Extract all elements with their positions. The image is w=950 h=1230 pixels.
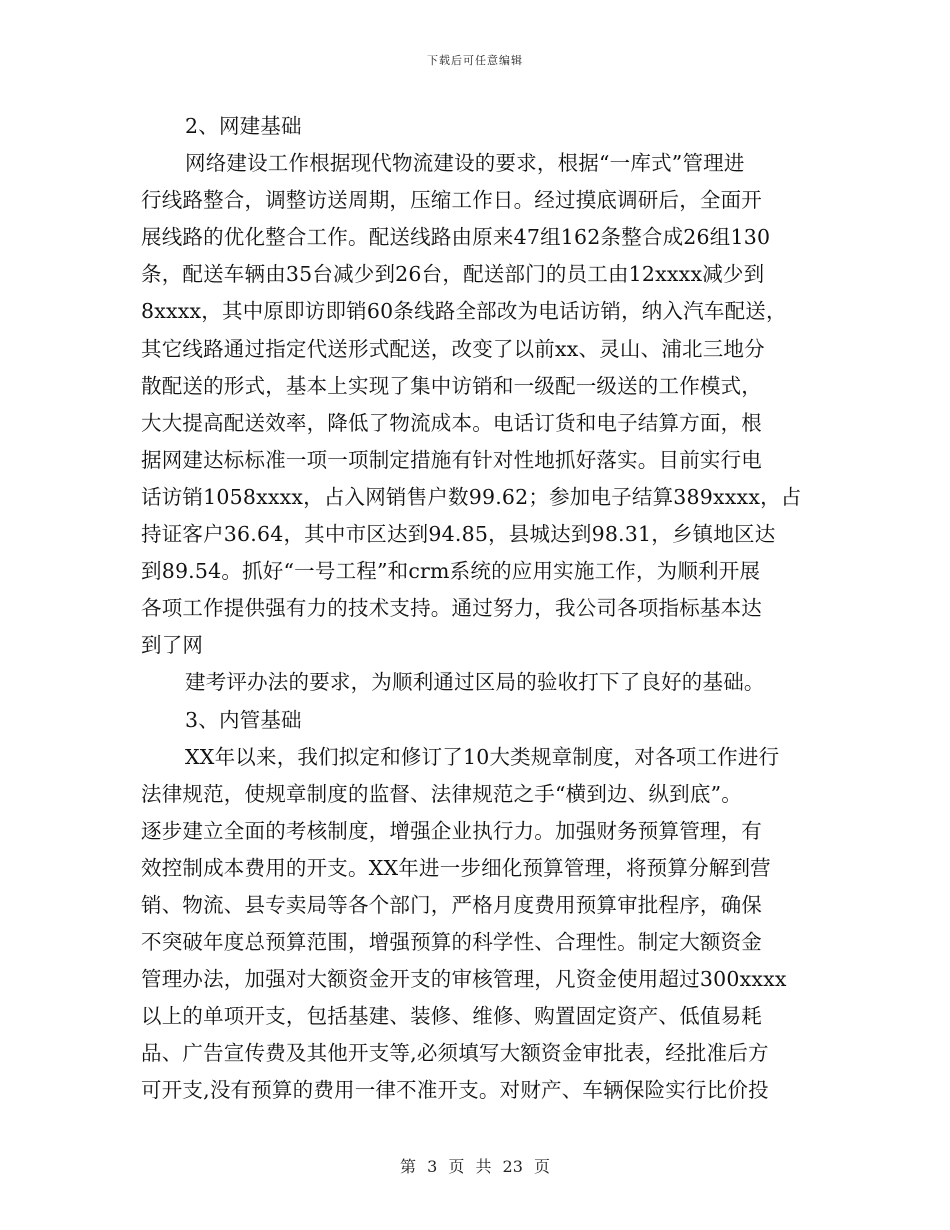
text-line: 条，配送车辆由35台减少到26台，配送部门的员工由12xxxx减少到	[141, 262, 765, 287]
text-line: 大大提高配送效率，降低了物流成本。电话订货和电子结算方面，根	[141, 410, 762, 435]
text-line: 据网建达标标准一项一项制定措施有针对性地抓好落实。目前实行电	[141, 447, 762, 472]
text-line: 3、内管基础	[185, 707, 302, 732]
text-line: 逐步建立全面的考核制度，增强企业执行力。加强财务预算管理，有	[141, 818, 762, 843]
page-number-footer: 第 3 页 共 23 页	[400, 1157, 550, 1176]
text-line: 销、物流、县专卖局等各个部门，严格月度费用预算审批程序，确保	[141, 892, 762, 917]
text-line: 管理办法，加强对大额资金开支的审核管理，凡资金使用超过300xxxx	[141, 967, 787, 992]
text-line: 话访销1058xxxx，占入网销售户数99.62；参加电子结算389xxxx，占	[141, 484, 802, 509]
text-line: 可开支,没有预算的费用一律不准开支。对财产、车辆保险实行比价投	[141, 1078, 769, 1103]
text-line: 法律规范，使规章制度的监督、法律规范之手“横到边、纵到底”。	[141, 781, 742, 806]
text-line: 持证客户36.64，其中市区达到94.85，县城达到98.31，乡镇地区达	[141, 522, 776, 547]
text-line: 效控制成本费用的开支。XX年进一步细化预算管理，将预算分解到营	[141, 855, 771, 880]
text-line: 其它线路通过指定代送形式配送，改变了以前xx、灵山、浦北三地分	[141, 336, 765, 361]
text-line: 以上的单项开支，包括基建、装修、维修、购置固定资产、低值易耗	[141, 1004, 762, 1029]
text-line: XX年以来，我们拟定和修订了10大类规章制度，对各项工作进行	[185, 744, 780, 769]
text-line: 网络建设工作根据现代物流建设的要求，根据“一库式”管理进	[185, 151, 745, 176]
text-line: 展线路的优化整合工作。配送线路由原来47组162条整合成26组130	[141, 225, 771, 250]
text-line: 行线路整合，调整访送周期，压缩工作日。经过摸底调研后，全面开	[141, 188, 762, 213]
page-header: 下载后可任意编辑	[427, 54, 523, 67]
text-line: 2、网建基础	[185, 114, 302, 138]
text-line: 品、广告宣传费及其他开支等,必须填写大额资金审批表，经批准后方	[141, 1041, 769, 1066]
text-line: 不突破年度总预算范围，增强预算的科学性、合理性。制定大额资金	[141, 930, 762, 955]
text-line: 建考评办法的要求，为顺利通过区局的验收打下了良好的基础。	[185, 670, 765, 695]
text-line: 各项工作提供强有力的技术支持。通过努力，我公司各项指标基本达	[141, 596, 762, 621]
document-body	[141, 108, 811, 1110]
text-line: 8xxxx，其中原即访即销60条线路全部改为电话访销，纳入汽车配送，	[141, 299, 787, 324]
text-line: 到了网	[141, 633, 204, 658]
text-line: 散配送的形式，基本上实现了集中访销和一级配一级送的工作模式，	[141, 373, 762, 398]
text-line: 到89.54。抓好“一号工程”和crm系统的应用实施工作，为顺利开展	[141, 559, 761, 584]
